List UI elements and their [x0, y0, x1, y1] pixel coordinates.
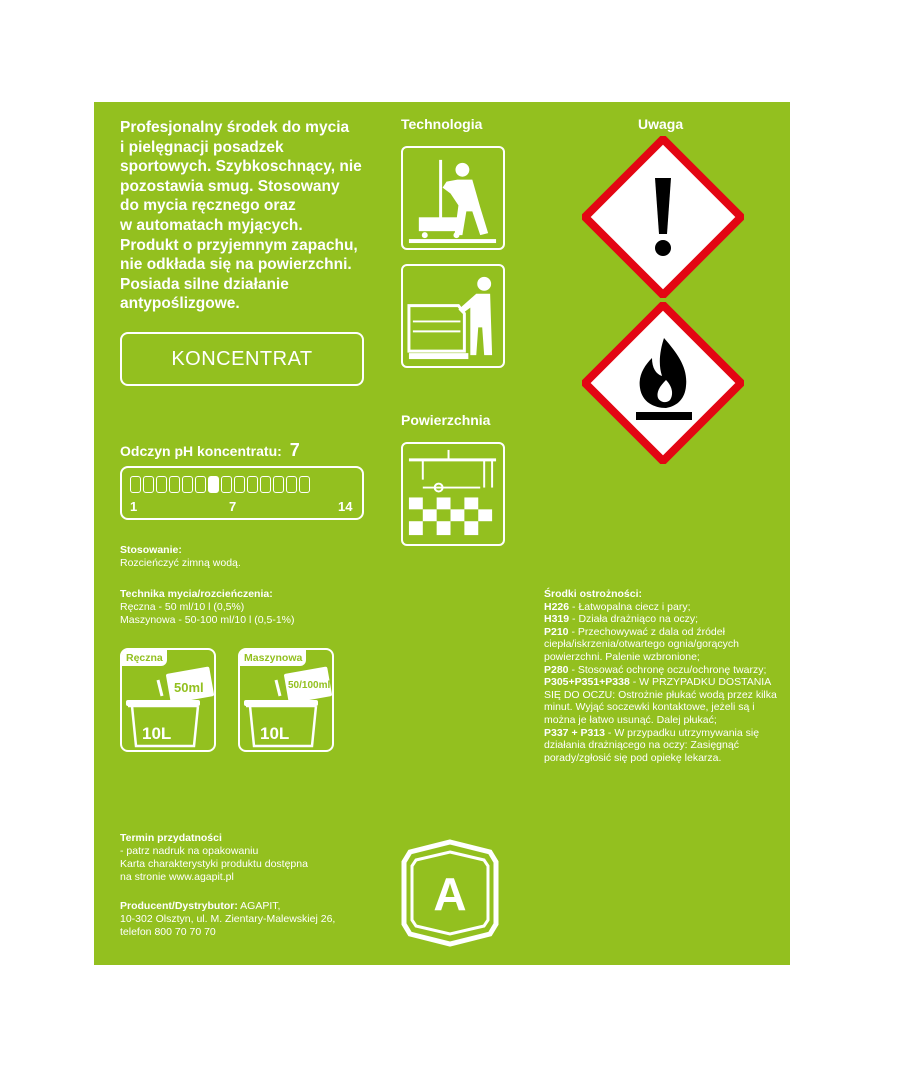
dosing-machine: [238, 648, 334, 752]
expiry-line2: Karta charakterystyki produktu dostępna: [120, 858, 308, 870]
ph-title: [120, 440, 300, 461]
dosing-manual-tag: Ręczna: [122, 650, 167, 666]
ph-scale-max: 14: [338, 499, 353, 514]
ph-cell: [234, 476, 245, 493]
ph-cell: [286, 476, 297, 493]
warning-title: Uwaga: [638, 116, 684, 132]
ph-cell: [247, 476, 258, 493]
safety-statement: [544, 601, 784, 614]
safety-text: - Stosować ochronę oczu/ochronę twarzy;: [568, 663, 767, 676]
technology-title: Technologia: [401, 116, 483, 132]
safety-code: P305+P351+P338: [544, 676, 630, 689]
ph-cell: [169, 476, 180, 493]
safety-code: P210: [544, 625, 569, 638]
safety-statement: [544, 727, 784, 765]
ph-cell: [195, 476, 206, 493]
ph-cell: [156, 476, 167, 493]
dosing-machine-dose: 50/100ml: [288, 680, 331, 691]
safety-statement: [544, 613, 784, 626]
product-label: [94, 102, 790, 965]
producer-phone: telefon 800 70 70 70: [120, 926, 216, 938]
ph-cell: [143, 476, 154, 493]
technique-section: [120, 588, 380, 627]
expiry-line3: na stronie www.agapit.pl: [120, 871, 234, 883]
producer-label: Producent/Dystrybutor:: [120, 900, 238, 912]
sports-floor-icon: [403, 444, 502, 543]
producer-section: [120, 900, 390, 939]
dosing-manual: [120, 648, 216, 752]
expiry-line1: - patrz nadruk na opakowaniu: [120, 845, 259, 857]
usage-text: Rozcieńczyć zimną wodą.: [120, 557, 241, 569]
safety-statement: [544, 626, 784, 664]
safety-code: P337 + P313: [544, 726, 606, 739]
ph-scale-min: 1: [130, 499, 138, 514]
technique-machine: Maszynowa - 50-100 ml/10 l (0,5-1%): [120, 614, 295, 626]
producer-name: AGAPIT,: [237, 900, 281, 912]
ph-scale-cells: [130, 476, 310, 493]
surface-pictogram: [401, 442, 505, 546]
dosing-manual-dose: 50ml: [174, 680, 204, 695]
machine-cleaning-pictogram: [401, 264, 505, 368]
technique-title: Technika mycia/rozcieńczenia:: [120, 588, 273, 600]
ph-value: 7: [289, 440, 300, 460]
safety-title: Środki ostrożności:: [544, 588, 643, 600]
ph-scale-mid: 7: [229, 499, 237, 514]
safety-text: - Działa drażniąco na oczy;: [569, 613, 699, 626]
agapit-logo-icon: [400, 838, 500, 948]
safety-statement: [544, 664, 784, 677]
safety-code: H226: [544, 600, 570, 613]
usage-section: [120, 544, 380, 570]
safety-code: P280: [544, 663, 569, 676]
technique-manual: Ręczna - 50 ml/10 l (0,5%): [120, 601, 245, 613]
safety-section: [544, 588, 784, 764]
ph-scale: [120, 466, 364, 520]
safety-text: - Łatwopalna ciecz i pary;: [569, 600, 691, 613]
ph-cell: [208, 476, 219, 493]
safety-text: - W przypadku utrzymywania się działania drażniącego na oczy: Zasięgnąć porady/zgłosić się pod opiekę lekarza.: [544, 726, 760, 764]
safety-code: H319: [544, 613, 570, 626]
exclamation-hazard-icon: [582, 136, 744, 298]
flame-hazard-icon: [582, 302, 744, 464]
dosing-machine-volume: 10L: [260, 724, 290, 743]
concentrate-label: KONCENTRAT: [171, 347, 313, 370]
expiry-section: [120, 832, 390, 884]
ph-cell: [182, 476, 193, 493]
concentrate-badge: [120, 332, 364, 386]
safety-text: - Przechowywać z dala od źródeł ciepła/iskrzenia/otwartego ognia/gorących powierzchni. Palenie wzbronione;: [544, 625, 739, 663]
floor-scrubber-icon: [403, 266, 502, 365]
ph-cell: [273, 476, 284, 493]
surface-title: Powierzchnia: [401, 412, 491, 428]
dosing-manual-volume: 10L: [142, 724, 172, 743]
ph-cell: [221, 476, 232, 493]
manual-cleaning-pictogram: [401, 146, 505, 250]
logo-letter: A: [433, 868, 467, 920]
safety-statement: [544, 676, 784, 726]
product-description: Profesjonalny środek do mycia i pielęgnacji posadzek sportowych. Szybkoschnący, nie pozostawia smug. Stosowany do mycia ręcznego oraz w automatach myjących. Produkt o przyjemnym zapachu, nie odkłada się na powierzchni. Posiada silne działanie antypoślizgowe.: [120, 119, 362, 313]
safety-text: - W PRZYPADKU DOSTANIA SIĘ DO OCZU: Ostrożnie płukać wodą przez kilka minut. Wyjąć soczewki kontaktowe, jeżeli są i można je łatwo usunąć. Dalej płukać;: [544, 676, 777, 726]
ph-cell: [299, 476, 310, 493]
person-mopping-icon: [403, 148, 502, 247]
ph-cell: [260, 476, 271, 493]
expiry-title: Termin przydatności: [120, 832, 222, 844]
usage-title: Stosowanie:: [120, 544, 182, 556]
ph-title-text: Odczyn pH koncentratu:: [120, 443, 282, 459]
ph-cell: [130, 476, 141, 493]
producer-address: 10-302 Olsztyn, ul. M. Zientary-Malewskiej 26,: [120, 913, 336, 925]
dosing-machine-tag: Maszynowa: [240, 650, 306, 666]
